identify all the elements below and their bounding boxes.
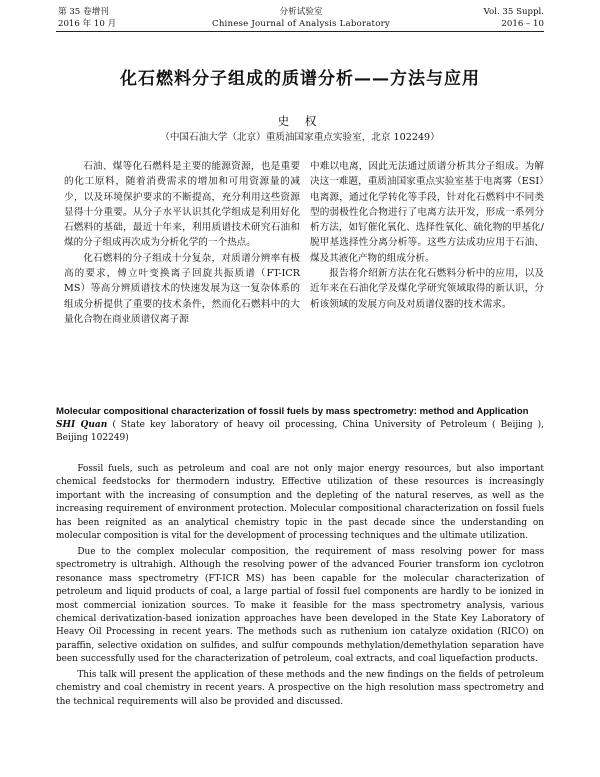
header-date: 2016 年 10 月 [58, 19, 117, 29]
chinese-abstract-right-column [310, 159, 544, 312]
header-journal-cn: 分析试验室 [279, 7, 323, 17]
author-affiliation: （中国石油大学（北京）重质油国家重点实验室，北京 102249） [160, 132, 440, 143]
english-author-affiliation: ( State key laboratory of heavy oil processing, China University of Petroleum ( Beijing ), Beijing 102249) [56, 420, 545, 443]
en-paragraph: Fossil fuels, such as petroleum and coal are not only major energy resources, but also important chemical feedstocks for thermodern industry. Effective utilization of these resources is increasingly important with the increasing of consumption and the depleting of the natural reserves, as well as the increasing requirement of environment protection. Molecular compositional characterization on fossil fuels has been reignited as an analytical chemistry topic in the past decade since the understanding on molecular composition is vital for the development of processing techniques and the ultimate utilization. [56, 464, 544, 542]
header-rule [56, 31, 544, 32]
english-author-name: SHI Quan [56, 420, 108, 430]
cn-paragraph: 报告将介绍新方法在化石燃料分析中的应用，以及近年来在石油化学及煤化学研究领域取得的新认识，分析该领域的发展方向及对质谱仪器的技术需求。 [310, 268, 544, 310]
cn-paragraph: 中难以电离，因此无法通过质谱分析其分子组成。为解决这一难题，重质油国家重点实验室基于电离雾（ESI）电离源，通过化学转化等手段，针对化石燃料中不同类型的弱极性化合物进行了电离方法开发，形成一系列分析方法，如钌催化氧化、选择性氧化、硫化物的甲基化/脱甲基选择性分离分析等。这些方法成功应用于石油、煤及其液化产物的组成分析。 [310, 161, 544, 264]
cn-paragraph: 石油、煤等化石燃料是主要的能源资源，也是重要的化工原料，随着消费需求的增加和可用资源量的减少，以及环境保护要求的不断提高，充分利用这些资源显得十分重要。从分子水平认识其化学组成是利用好化石燃料的基础，最近十年来，利用质谱技术研究石油和煤的分子组成再次成为分析化学的一个热点。 [64, 161, 300, 249]
english-author-line [56, 419, 544, 445]
cn-paragraph: 化石燃料的分子组成十分复杂，对质谱分辨率有极高的要求，傅立叶变换离子回旋共振质谱（FT-ICR MS）等高分辨质谱技术的快速发展为这一复杂体系的组成分析提供了重要的技术条件，然而化石燃料中的大量化合物在商业质谱仪离子源 [64, 252, 300, 325]
header-journal-en: Chinese Journal of Analysis Laboratory [212, 19, 390, 29]
header-volume: 第 35 卷增刊 [58, 7, 109, 17]
header-date-en: 2016 – 10 [501, 19, 544, 29]
chinese-abstract-left-column [64, 159, 300, 327]
en-paragraph: Due to the complex molecular composition, the requirement of mass resolving power for mass spectrometry is ultrahigh. Although the resolving power of the advanced Fourier transform ion cyclotron resonance mass spectrometry (FT-ICR MS) has been capable for the molecular characterization of petroleum and liquid products of coal, a large partial of fossil fuel components are hardly to be ionized in most commercial ionization sources. To make it feasible for the mass spectrometry analysis, various chemical derivatization-based ionization approaches have been developed in the State Key Laboratory of Heavy Oil Processing in recent years. The methods such as ruthenium ion catalyze oxidation (RICO) on paraffin, selective oxidation on sulfides, and sulfur compounds methylation/demethylation separation have been successfully used for the characterization of petroleum, coal extracts, and coal liquefaction products. [56, 546, 544, 665]
header-volume-en: Vol. 35 Suppl. [483, 7, 544, 17]
header-volume-info-en [484, 6, 544, 30]
en-paragraph: This talk will present the application of these methods and the new findings on the fields of petroleum chemistry and coal chemistry in recent years. A prospective on the high resolution mass spectrometry and the technical requirements will also be provided and discussed. [56, 669, 544, 707]
running-header [58, 6, 544, 32]
english-abstract [56, 463, 544, 711]
english-title: Molecular compositional characterization of fossil fuels by mass spectrometry: method and Application [56, 406, 529, 417]
author-name: 史 权 [277, 114, 323, 128]
header-journal [58, 6, 544, 30]
paper-title: 化石燃料分子组成的质谱分析——方法与应用 [120, 69, 480, 89]
